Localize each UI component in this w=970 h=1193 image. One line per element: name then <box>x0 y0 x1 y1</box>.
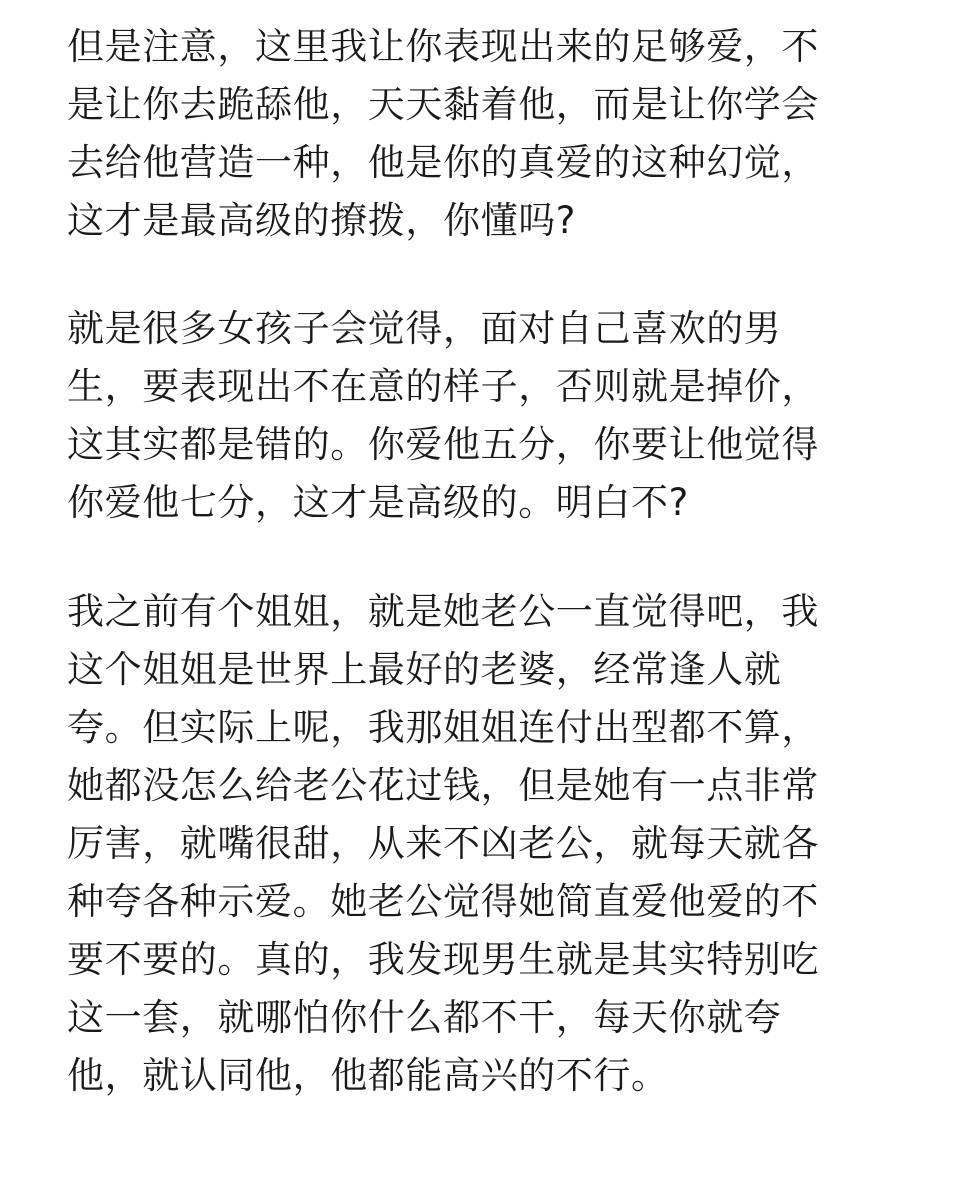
paragraph-line: 就是很多女孩子会觉得，面对自己喜欢的男 <box>67 307 782 350</box>
paragraph-line: 是让你去跪舔他，天天黏着他，而是让你学会 <box>67 83 819 126</box>
paragraph-line: 他，就认同他，他都能高兴的不行。 <box>67 1054 669 1097</box>
paragraph-2 <box>67 300 877 532</box>
paragraph-1 <box>67 18 877 250</box>
paragraph-3 <box>67 583 877 1105</box>
paragraph-line: 这个姐姐是世界上最好的老婆，经常逢人就 <box>67 648 782 691</box>
paragraph-line: 要不要的。真的，我发现男生就是其实特别吃 <box>67 938 819 981</box>
paragraph-line: 生，要表现出不在意的样子，否则就是掉价， <box>67 365 819 408</box>
paragraph-line: 但是注意，这里我让你表现出来的足够爱，不 <box>67 25 819 68</box>
paragraph-line: 她都没怎么给老公花过钱，但是她有一点非常 <box>67 764 819 807</box>
paragraph-line: 这一套，就哪怕你什么都不干，每天你就夸 <box>67 996 782 1039</box>
paragraph-line: 我之前有个姐姐，就是她老公一直觉得吧，我 <box>67 590 819 633</box>
paragraph-line: 这其实都是错的。你爱他五分，你要让他觉得 <box>67 423 819 466</box>
paragraph-line: 你爱他七分，这才是高级的。明白不? <box>67 481 689 524</box>
paragraph-line: 夸。但实际上呢，我那姐姐连付出型都不算， <box>67 706 819 749</box>
paragraph-line: 去给他营造一种，他是你的真爱的这种幻觉， <box>67 141 819 184</box>
paragraph-line: 厉害，就嘴很甜，从来不凶老公，就每天就各 <box>67 822 819 865</box>
paragraph-line: 这才是最高级的撩拨，你懂吗? <box>67 199 577 242</box>
paragraph-line: 种夸各种示爱。她老公觉得她简直爱他爱的不 <box>67 880 819 923</box>
